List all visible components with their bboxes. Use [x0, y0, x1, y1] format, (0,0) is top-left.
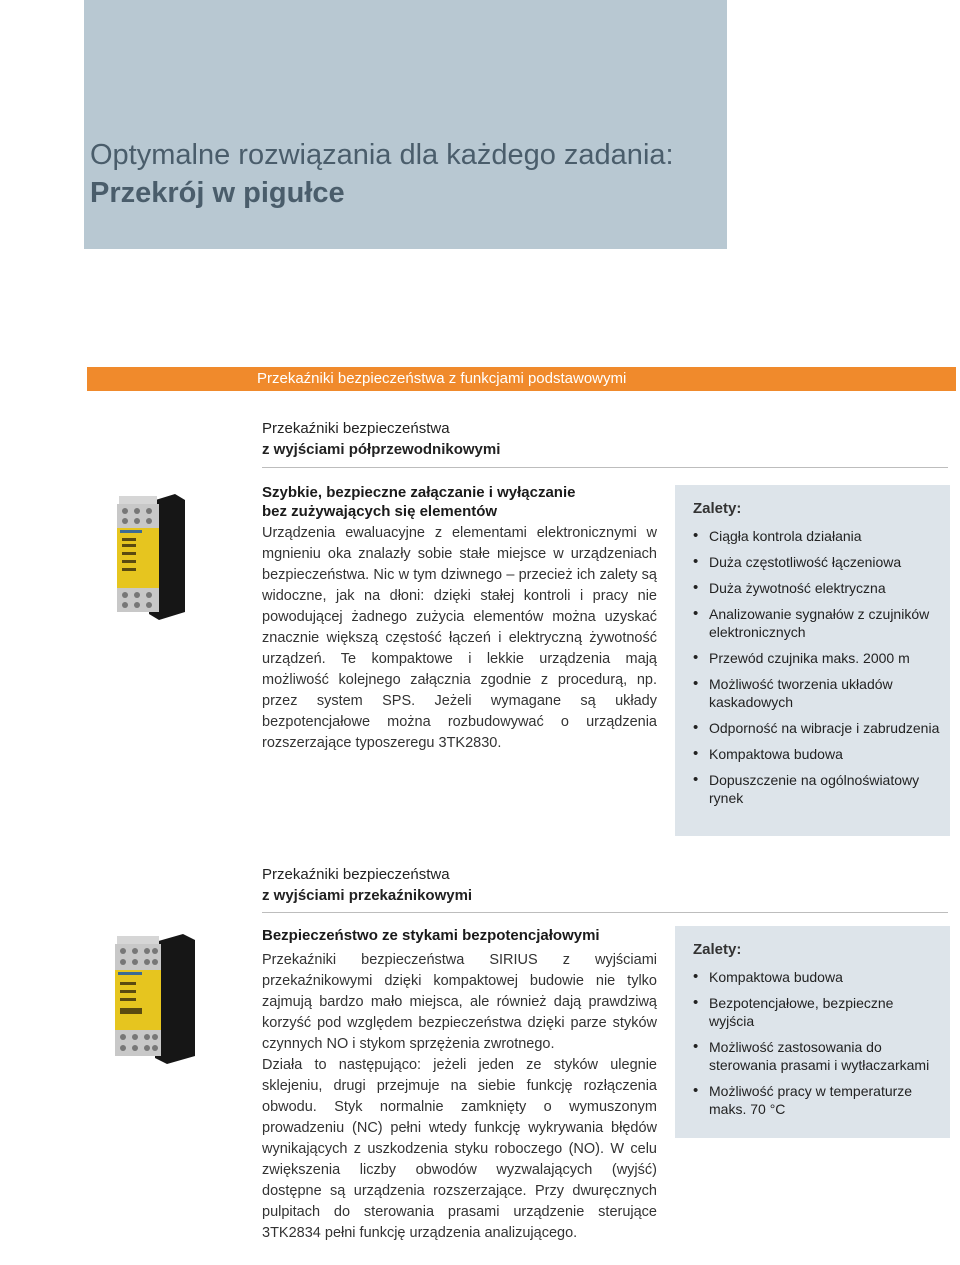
section1-heading-line1: Przekaźniki bezpieczeństwa — [262, 420, 450, 437]
section1-advantages-box — [675, 485, 950, 836]
section1-heading — [262, 418, 500, 460]
list-item: • Kompaktowa budowa — [689, 745, 942, 763]
section2-heading-line1: Przekaźniki bezpieczeństwa — [262, 866, 450, 883]
list-item: • Bezpotencjałowe, bezpieczne wyjścia — [689, 994, 942, 1030]
list-item: • Możliwość pracy w temperaturze maks. 70 °C — [689, 1082, 942, 1118]
category-banner-label: Przekaźniki bezpieczeństwa z funkcjami podstawowymi — [257, 370, 627, 387]
section1-body — [262, 523, 657, 754]
category-banner — [87, 367, 956, 391]
section2-heading-line2: z wyjściami przekaźnikowymi — [262, 887, 473, 904]
list-item: • Ciągła kontrola działania — [689, 527, 942, 545]
section1-advantages-list — [689, 527, 942, 815]
section1-heading-line2: z wyjściami półprzewodnikowymi — [262, 441, 501, 458]
list-item: • Odporność na wibracje i zabrudzenia — [689, 719, 942, 737]
section1-content-title-line1: Szybkie, bezpieczne załączanie i wyłączanie — [262, 484, 576, 501]
section2-advantages-list — [689, 968, 942, 1126]
list-item: • Możliwość zastosowania do sterowania prasami i wytłaczarkami — [689, 1038, 942, 1074]
page-title-line1: Optymalne rozwiązania dla każdego zadania: — [90, 139, 674, 171]
section1-content-title-line2: bez zużywających się elementów — [262, 503, 498, 520]
section1-advantages-title: Zalety: — [693, 500, 742, 517]
section1-divider — [262, 467, 948, 468]
product-photo-relay-2 — [89, 926, 251, 1070]
section2-advantages-title: Zalety: — [693, 941, 742, 958]
list-item: • Możliwość tworzenia układów kaskadowych — [689, 675, 942, 711]
section2-content-title: Bezpieczeństwo ze stykami bezpotencjałowymi — [262, 927, 600, 944]
section2-divider — [262, 912, 948, 913]
section2-body — [262, 950, 657, 1244]
list-item: • Duża żywotność elektryczna — [689, 579, 942, 597]
list-item: • Analizowanie sygnałów z czujników elektronicznych — [689, 605, 942, 641]
section1-content-title — [262, 483, 575, 521]
page-title-line2: Przekrój w pigułce — [90, 177, 345, 209]
list-item: • Dopuszczenie na ogólnoświatowy rynek — [689, 771, 942, 807]
section2-advantages-box — [675, 926, 950, 1138]
section2-body-text-2: Działa to następująco: jeżeli jeden ze styków ulegnie sklejeniu, drugi przejmuje na siebie funkcję rozłączenia obwodu. Styk normalnie zamknięty o wymuszonym prowadzeniu (NC) pełni wtedy funkcję wykrywania błędów wynikających z uszkodzenia styku roboczego (NO). W celu zwiększenia liczby obwodów wyzwalających (wyjść) dostępne są urządzenia rozszerzające. Przy dwuręcznych pulpitach do sterowania prasami urządzenie sterujące 3TK2834 pełni funkcję urządzenia analizującego. — [262, 1057, 657, 1241]
section2-body-text-1: Przekaźniki bezpieczeństwa SIRIUS z wyjściami przekaźnikowymi dzięki kompaktowej budowie nie tylko zajmują bardzo mało miejsca, ale również dają prawdziwą korzyść pod względem bezpieczeństwa dzięki parze styków czynnych NO i stykom sprzężenia zwrotnego. — [262, 952, 657, 1052]
section2-heading — [262, 864, 472, 906]
section1-body-text: Urządzenia ewaluacyjne z elementami elektronicznymi w mgnieniu oka znalazły sobie stałe miejsce w urządzeniach bezpieczeństwa. Nic w tym dziwnego – przecież ich zalety są widoczne, jak na dłoni: dzięki stałej kontroli i pracy nie powodującej żadnego zużycia elementów można uzyskać znacznie większą częstość łączeń i elektryczną żywotność urządzeń. Te kompaktowe i lekkie urządzenia mają możliwość kolejnego załącznia zgodnie z procedurą, np. przez system SPS. Jeżeli wymagane są układy bezpotencjałowe można rozbudowywać o urządzenia rozszerzające typoszeregu 3TK2830. — [262, 525, 657, 751]
list-item: • Przewód czujnika maks. 2000 m — [689, 649, 942, 667]
page-title — [90, 136, 674, 212]
list-item: • Kompaktowa budowa — [689, 968, 942, 986]
list-item: • Duża częstotliwość łączeniowa — [689, 553, 942, 571]
product-photo-relay-1 — [89, 484, 251, 628]
